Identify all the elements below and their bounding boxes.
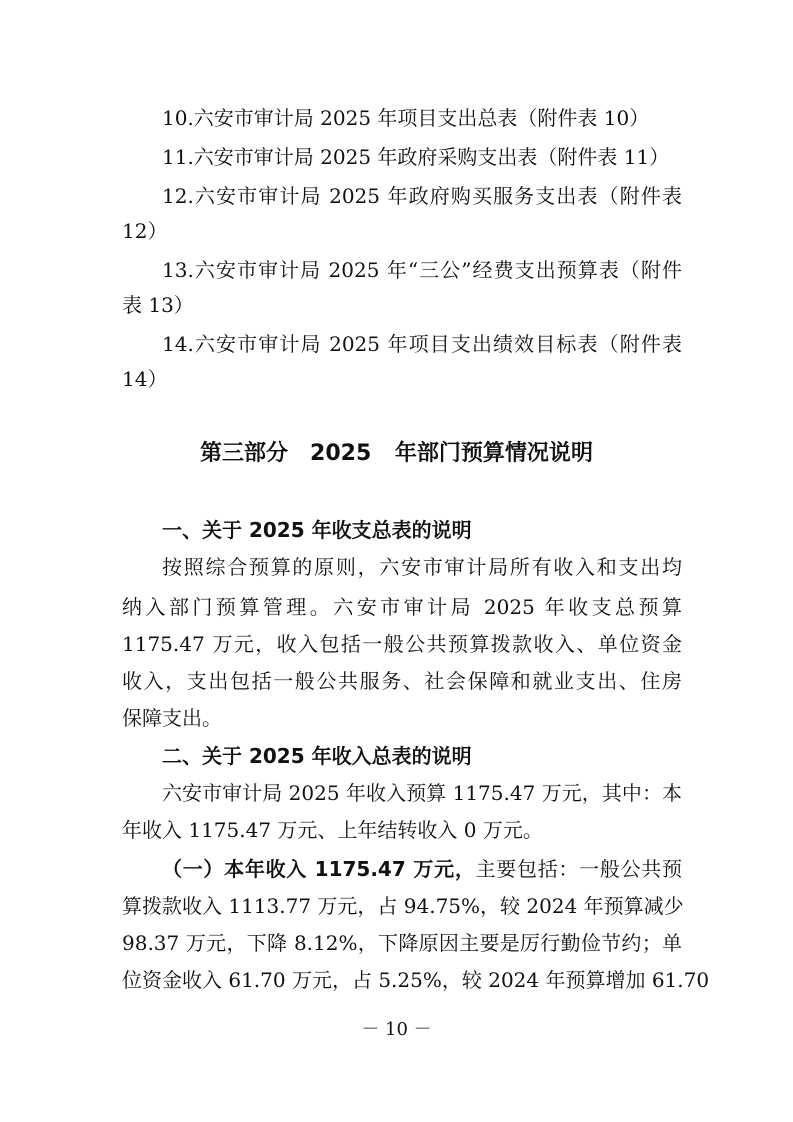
section-heading: 二、关于 2025 年收入总表的说明 bbox=[162, 744, 472, 768]
list-item: 14.六安市审计局 2025 年项目支出绩效目标表（附件表 bbox=[162, 332, 682, 356]
subsection-line bbox=[162, 849, 682, 889]
subsection-text: 主要包括：一般公共预 bbox=[475, 857, 682, 881]
part-title: 第三部分 2025 年部门预算情况说明 bbox=[200, 441, 593, 466]
list-item-continuation: 14） bbox=[122, 367, 168, 391]
list-item-continuation: 表 13） bbox=[122, 293, 194, 317]
list-item: 11.六安市审计局 2025 年政府采购支出表（附件表 11） bbox=[162, 145, 670, 169]
paragraph-line: 收入，支出包括一般公共服务、社会保障和就业支出、住房 bbox=[122, 669, 682, 693]
paragraph-line: 1175.47 万元，收入包括一般公共预算拨款收入、单位资金 bbox=[122, 632, 682, 656]
list-item: 12.六安市审计局 2025 年政府购买服务支出表（附件表 bbox=[162, 184, 682, 208]
paragraph-line: 98.37 万元，下降 8.12%，下降原因主要是厉行勤俭节约；单 bbox=[122, 931, 682, 955]
paragraph-line: 算拨款收入 1113.77 万元，占 94.75%，较 2024 年预算减少 bbox=[122, 894, 684, 918]
paragraph-line: 六安市审计局 2025 年收入预算 1175.47 万元，其中：本 bbox=[162, 781, 682, 805]
page-number: － 10 － bbox=[361, 1019, 432, 1040]
paragraph-line: 年收入 1175.47 万元、上年结转收入 0 万元。 bbox=[122, 818, 543, 842]
subsection-heading: （一）本年收入 1175.47 万元， bbox=[162, 857, 476, 881]
paragraph-line: 位资金收入 61.70 万元，占 5.25%，较 2024 年预算增加 61.70 bbox=[122, 968, 710, 992]
paragraph-line: 保障支出。 bbox=[122, 706, 222, 730]
paragraph-line: 纳入部门预算管理。六安市审计局 2025 年收支总预算 bbox=[122, 595, 682, 619]
list-item: 13.六安市审计局 2025 年“三公”经费支出预算表（附件 bbox=[162, 258, 682, 282]
list-item: 10.六安市审计局 2025 年项目支出总表（附件表 10） bbox=[162, 106, 650, 130]
section-heading: 一、关于 2025 年收支总表的说明 bbox=[162, 518, 472, 542]
list-item-continuation: 12） bbox=[122, 219, 168, 243]
paragraph-line: 按照综合预算的原则，六安市审计局所有收入和支出均 bbox=[162, 555, 682, 579]
